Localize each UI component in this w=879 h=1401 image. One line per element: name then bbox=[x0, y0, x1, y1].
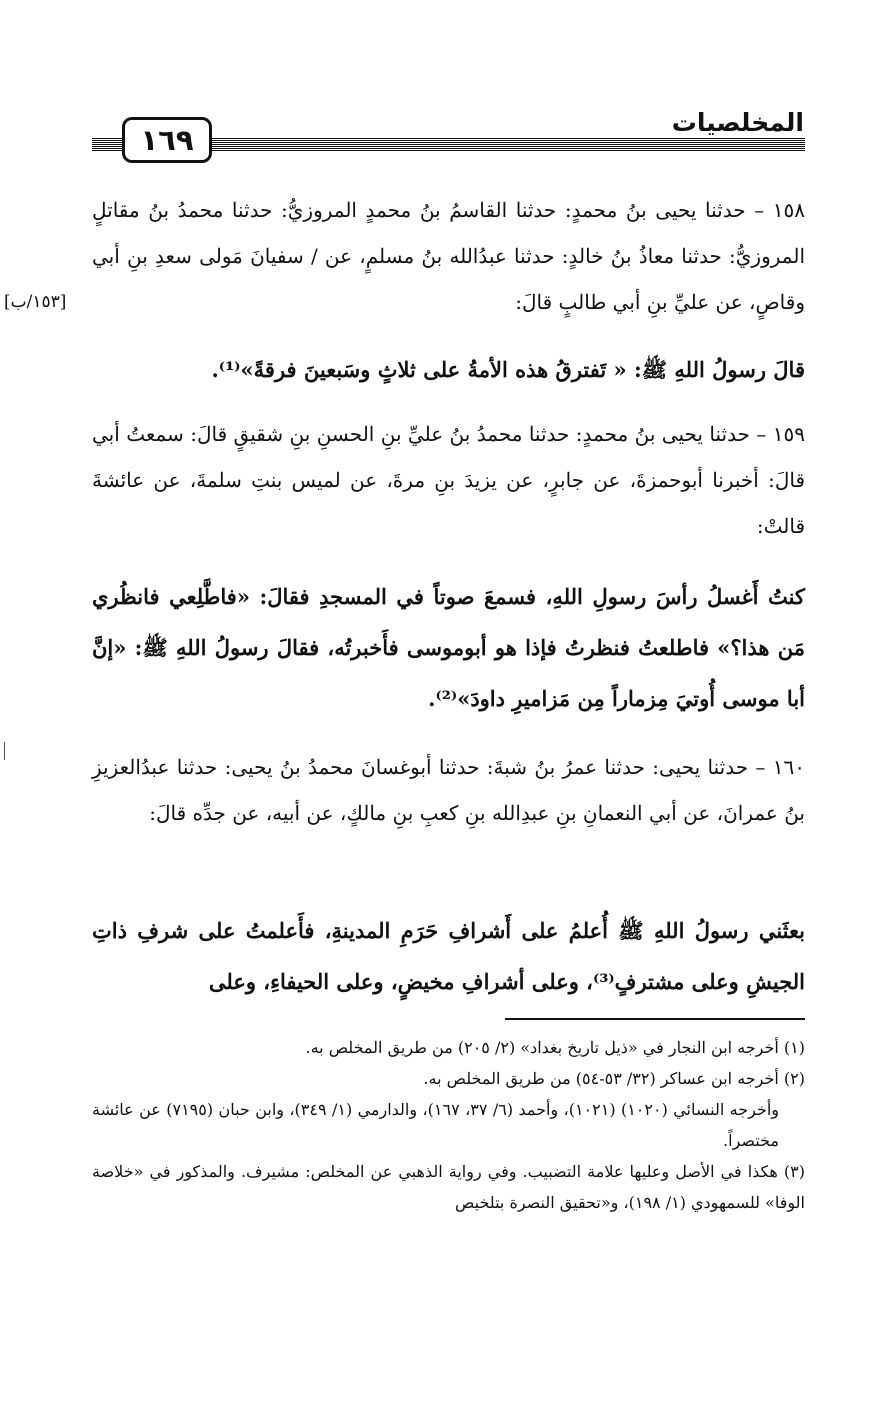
footnote-separator bbox=[505, 1018, 805, 1020]
margin-manuscript-folio: [١٥٣/ب] bbox=[4, 292, 67, 312]
hadith-158-isnad: ١٥٨ – حدثنا يحيى بنُ محمدٍ: حدثنا القاسمُ بنُ محمدٍ المروزيُّ: حدثنا محمدُ بنُ مقاتلٍ المروزيُّ: حدثنا معاذُ بنُ خالدٍ: حدثنا عبدُالله بنُ مسلمٍ، عن / سفيانَ مَولى سعدِ بنِ أبي وقاصٍ، عن عليِّ بنِ أبي طالبٍ قالَ: bbox=[92, 198, 805, 314]
margin-mark bbox=[4, 742, 5, 760]
hadith-160-matn: بعثَني رسولُ اللهِ ﷺ أُعلمُ على أَشرافِ حَرَمِ المدينةِ، فأَعلمتُ على شرفِ ذاتِ الجيشِ وعلى مشترفٍ⁽³⁾، وعلى أشرافِ مخيضٍ، وعلى الحيفاءِ، وعلى bbox=[92, 918, 805, 994]
footnote-2: (٢) أخرجه ابن عساكر (٣٢/ ٥٣-٥٤) من طريق المخلص به. bbox=[423, 1069, 805, 1088]
hadith-159-isnad: ١٥٩ – حدثنا يحيى بنُ محمدٍ: حدثنا محمدُ بنُ عليِّ بنِ الحسنِ بنِ شقيقٍ قالَ: سمعتُ أبي قالَ: أخبرنا أبوحمزةَ، عن جابرٍ، عن يزيدَ بنِ مرةَ، عن لميس بنتِ سلمةَ، عن عائشةَ قالتْ: bbox=[92, 422, 805, 538]
hadith-160-isnad: ١٦٠ – حدثنا يحيى: حدثنا عمرُ بنُ شبةَ: حدثنا أبوغسانَ محمدُ بنُ يحيى: حدثنا عبدُالعزيزِ بنُ عمرانَ، عن أبي النعمانِ بنِ عبدِالله بنِ كعبِ بنِ مالكٍ، عن أبيه، عن جدِّه قالَ: bbox=[92, 755, 805, 825]
footnote-2-continuation: وأخرجه النسائي (١٠٢٠) (١٠٢١)، وأحمد (٦/ ٣٧، ١٦٧)، والدارمي (١/ ٣٤٩)، وابن حبان (٧١٩٥) عن عائشة مختصراً. bbox=[92, 1100, 780, 1150]
page-number: ١٦٩ bbox=[122, 117, 212, 163]
footnote-1: (١) أخرجه ابن النجار في «ذيل تاريخ بغداد» (٢/ ٢٠٥) من طريق المخلص به. bbox=[305, 1038, 805, 1057]
hadith-159-matn: كنتُ أَغسلُ رأسَ رسولِ اللهِ، فسمعَ صوتاً في المسجدِ فقالَ: «فاطَّلِعي فانظُري مَن هذا؟» فاطلعتُ فنظرتُ فإذا هو أبوموسى فأَخبرتُه، فقالَ رسولُ اللهِ ﷺ: «إنَّ أبا موسى أُوتيَ مِزماراً مِن مَزاميرِ داودَ»⁽²⁾. bbox=[92, 584, 805, 711]
running-title: المخلصيات bbox=[671, 108, 804, 137]
footnote-3: (٣) هكذا في الأصل وعليها علامة التضبيب. وفي رواية الذهبي عن المخلص: مشيرف. والمذكور في «خلاصة الوفا» للسمهودي (١/ ١٩٨)، و«تحقيق النصرة بتلخيص bbox=[92, 1162, 805, 1212]
footnotes bbox=[92, 1032, 805, 1218]
hadith-158-matn: قالَ رسولُ اللهِ ﷺ: « تَفترقُ هذه الأمةُ على ثلاثٍ وسَبعينَ فرقةً»⁽¹⁾. bbox=[211, 357, 805, 382]
